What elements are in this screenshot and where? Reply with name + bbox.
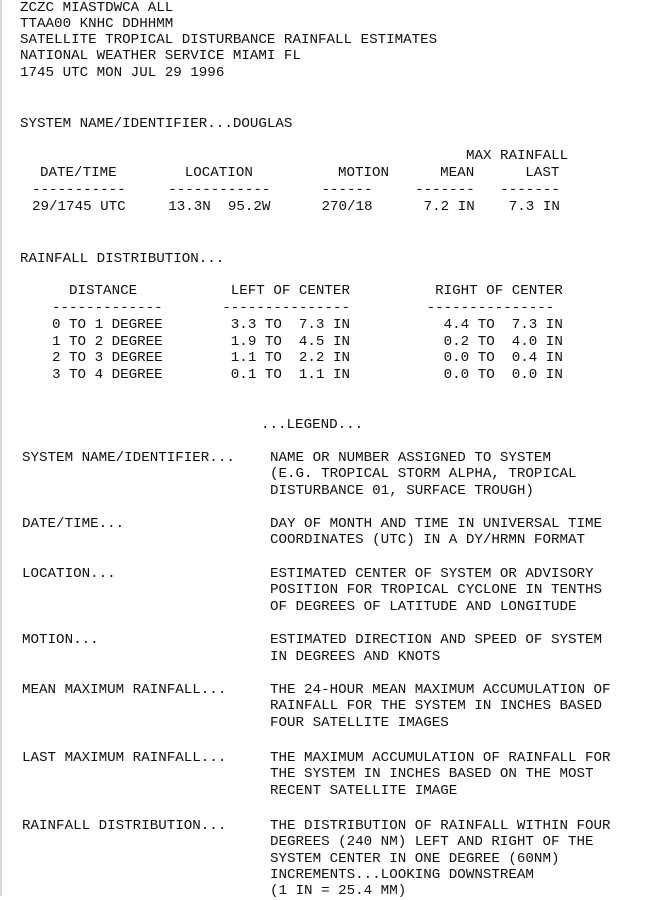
legend-definition-line: COORDINATES (UTC) IN A DY/HRMN FORMAT [270,532,586,548]
legend-term: DATE/TIME... [22,516,125,532]
distribution-row: 3 TO 4 DEGREE 0.1 TO 1.1 IN 0.0 TO 0.0 IN [52,367,563,383]
legend-definition-line: (1 IN = 25.4 MM) [270,883,407,899]
legend-definition-line: DISTURBANCE 01, SURFACE TROUGH) [270,483,534,499]
distribution-dash-row: ------------- --------------- --------------- [52,300,555,316]
header-office: NATIONAL WEATHER SERVICE MIAMI FL [20,48,301,64]
legend-definition-line: RAINFALL FOR THE SYSTEM IN INCHES BASED [270,698,603,714]
summary-dash-row: ----------- ------------ ------ ------- ------- [32,182,560,198]
legend-definition-line: IN DEGREES AND KNOTS [270,649,441,665]
legend-term: SYSTEM NAME/IDENTIFIER... [22,450,235,466]
distribution-title: RAINFALL DISTRIBUTION... [20,251,225,267]
legend-definition-line: DEGREES (240 NM) LEFT AND RIGHT OF THE [270,834,594,850]
legend-definition-line: (E.G. TROPICAL STORM ALPHA, TROPICAL [270,466,577,482]
legend-definition-line: INCREMENTS...LOOKING DOWNSTREAM [270,867,534,883]
max-rainfall-header: MAX RAINFALL [466,148,569,164]
system-name-line: SYSTEM NAME/IDENTIFIER...DOUGLAS [20,116,293,132]
legend-definition-line: RECENT SATELLITE IMAGE [270,783,458,799]
distribution-header-row: DISTANCE LEFT OF CENTER RIGHT OF CENTER [69,283,563,299]
legend-definition-line: SYSTEM CENTER IN ONE DEGREE (60NM) [270,851,560,867]
legend-definition-line: ESTIMATED CENTER OF SYSTEM OR ADVISORY [270,566,594,582]
distribution-row: 0 TO 1 DEGREE 3.3 TO 7.3 IN 4.4 TO 7.3 IN [52,317,563,333]
legend-definition-line: ESTIMATED DIRECTION AND SPEED OF SYSTEM [270,632,603,648]
page-edge-rule [0,0,2,896]
legend-term: MOTION... [22,632,99,648]
header-title: SATELLITE TROPICAL DISTURBANCE RAINFALL ESTIMATES [20,32,438,48]
legend-term: RAINFALL DISTRIBUTION... [22,818,227,834]
header-line-2: TTAA00 KNHC DDHHMM [20,16,174,32]
distribution-row: 1 TO 2 DEGREE 1.9 TO 4.5 IN 0.2 TO 4.0 IN [52,334,563,350]
legend-term: MEAN MAXIMUM RAINFALL... [22,682,227,698]
header-timestamp: 1745 UTC MON JUL 29 1996 [20,65,225,81]
header-line-1: ZCZC MIASTDWCA ALL [20,0,174,16]
legend-definition-line: FOUR SATELLITE IMAGES [270,715,449,731]
legend-definition-line: POSITION FOR TROPICAL CYCLONE IN TENTHS [270,582,603,598]
summary-header-row: DATE/TIME LOCATION MOTION MEAN LAST [40,165,560,181]
legend-definition-line: NAME OR NUMBER ASSIGNED TO SYSTEM [270,450,551,466]
legend-definition-line: DAY OF MONTH AND TIME IN UNIVERSAL TIME [270,516,603,532]
legend-definition-line: THE 24-HOUR MEAN MAXIMUM ACCUMULATION OF [270,682,611,698]
legend-definition-line: THE DISTRIBUTION OF RAINFALL WITHIN FOUR [270,818,611,834]
legend-title: ...LEGEND... [261,417,364,433]
legend-definition-line: THE MAXIMUM ACCUMULATION OF RAINFALL FOR [270,750,611,766]
legend-term: LOCATION... [22,566,116,582]
legend-definition-line: OF DEGREES OF LATITUDE AND LONGITUDE [270,599,577,615]
legend-term: LAST MAXIMUM RAINFALL... [22,750,227,766]
distribution-row: 2 TO 3 DEGREE 1.1 TO 2.2 IN 0.0 TO 0.4 IN [52,350,563,366]
legend-definition-line: THE SYSTEM IN INCHES BASED ON THE MOST [270,766,594,782]
summary-data-row: 29/1745 UTC 13.3N 95.2W 270/18 7.2 IN 7.3 IN [32,199,560,215]
